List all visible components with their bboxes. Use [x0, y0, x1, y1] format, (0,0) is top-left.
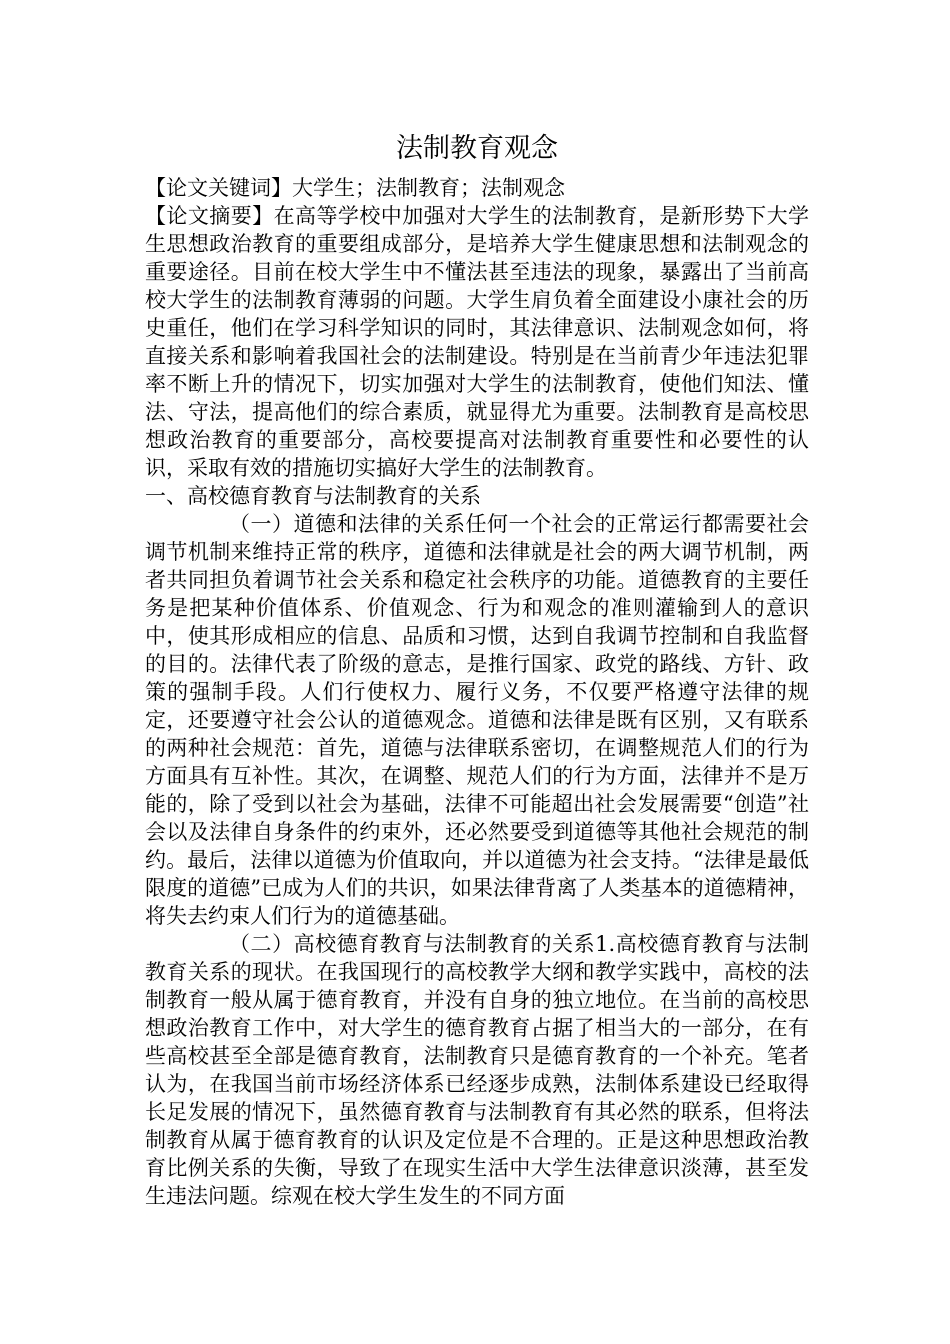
body-paragraph-2: （二）高校德育教育与法制教育的关系1.高校德育教育与法制教育关系的现状。在我国现行的高校教学大纲和教学实践中，高校的法制教育一般从属于德育教育，并没有自身的独立地位。在当前的高校思想政治教育工作中，对大学生的德育教育占据了相当大的一部分，在有些高校甚至全部是德育教育，法制教育只是德育教育的一个补充。笔者认为，在我国当前市场经济体系已经逐步成熟，法制体系建设已经取得长足发展的情况下，虽然德育教育与法制教育有其必然的联系，但将法制教育从属于德育教育的认识及定位是不合理的。正是这种思想政治教育比例关系的失衡，导致了在现实生活中大学生法律意识淡薄，甚至发生违法问题。综观在校大学生发生的不同方面 — [145, 932, 809, 1208]
document-title: 法制教育观念 — [396, 133, 558, 164]
abstract-paragraph: 【论文摘要】在高等学校中加强对大学生的法制教育，是新形势下大学生思想政治教育的重要组成部分，是培养大学生健康思想和法制观念的重要途径。目前在校大学生中不懂法甚至违法的现象，暴露出了当前高校大学生的法制教育薄弱的问题。大学生肩负着全面建设小康社会的历史重任，他们在学习科学知识的同时，其法律意识、法制观念如何，将直接关系和影响着我国社会的法制建设。特别是在当前青少年违法犯罪率不断上升的情况下，切实加强对大学生的法制教育，使他们知法、懂法、守法，提高他们的综合素质，就显得尤为重要。法制教育是高校思想政治教育的重要部分，高校要提高对法制教育重要性和必要性的认识，采取有效的措施切实搞好大学生的法制教育。 — [145, 204, 809, 480]
keywords-line: 【论文关键词】大学生；法制教育；法制观念 — [145, 176, 565, 200]
document-body — [145, 128, 809, 1210]
body-paragraph-1: （一）道德和法律的关系任何一个社会的正常运行都需要社会调节机制来维持正常的秩序，道德和法律就是社会的两大调节机制，两者共同担负着调节社会关系和稳定社会秩序的功能。道德教育的主要任务是把某种价值体系、价值观念、行为和观念的准则灌输到人的意识中，使其形成相应的信息、品质和习惯，达到自我调节控制和自我监督的目的。法律代表了阶级的意志，是推行国家、政党的路线、方针、政策的强制手段。人们行使权力、履行义务，不仅要严格遵守法律的规定，还要遵守社会公认的道德观念。道德和法律是既有区别，又有联系的两种社会规范：首先，道德与法律联系密切，在调整规范人们的行为方面具有互补性。其次，在调整、规范人们的行为方面，法律并不是万能的，除了受到以社会为基础，法律不可能超出社会发展需要“创造”社会以及法律自身条件的约束外，还必然要受到道德等其他社会规范的制约。最后，法律以道德为价值取向，并以道德为社会支持。“法律是最低限度的道德”已成为人们的共识，如果法律背离了人类基本的道德精神，将失去约束人们行为的道德基础。 — [145, 512, 809, 928]
section-heading: 一、高校德育教育与法制教育的关系 — [145, 484, 481, 508]
